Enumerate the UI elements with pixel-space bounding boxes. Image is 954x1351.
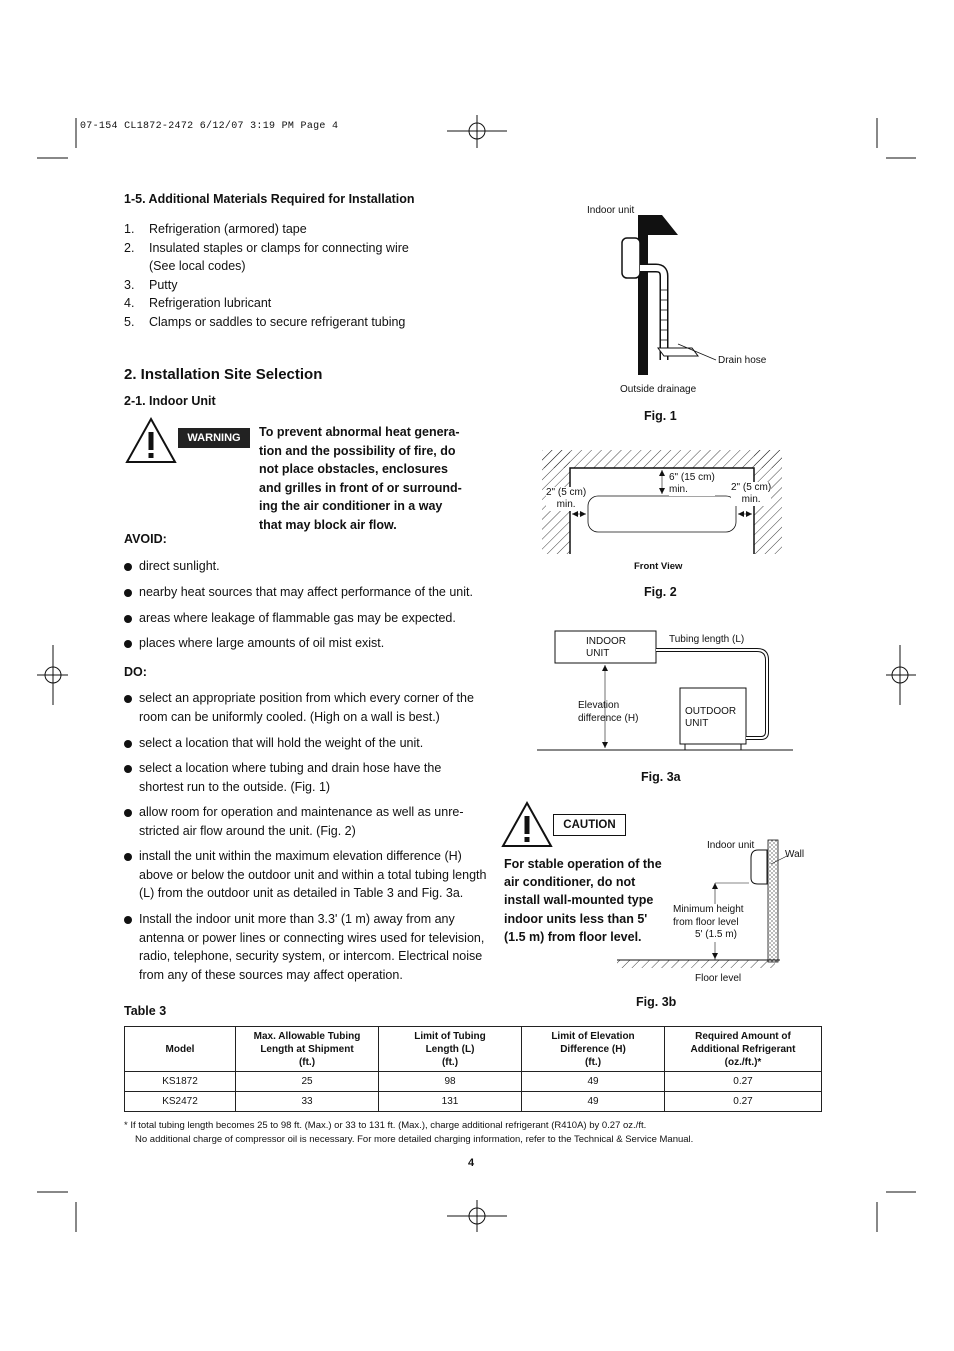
list-item: 4. Refrigeration lubricant: [124, 296, 272, 310]
table-header-cell: Required Amount of Additional Refrigerant (oz./ft.)*: [665, 1027, 822, 1072]
table-cell: 49: [522, 1072, 665, 1092]
table-header-cell: Limit of Elevation Difference (H) (ft.): [522, 1027, 665, 1072]
fig2-right-clearance: 2" (5 cm) min.: [731, 482, 772, 505]
list-item: select an appropriate position from which every corner of the room can be uniformly cooled. (High on a wall is best.): [124, 689, 479, 726]
list-item: nearby heat sources that may affect performance of the unit.: [124, 583, 494, 602]
fig1-drain-hose-label: Drain hose: [718, 355, 767, 366]
list-item: 5. Clamps or saddles to secure refrigerant tubing: [124, 314, 406, 329]
table-header-row: [125, 1027, 822, 1072]
fig3a-indoor-unit-label: INDOOR UNIT: [586, 636, 626, 659]
list-item: Install the indoor unit more than 3.3' (1 m) away from any antenna or power lines or connecting wires used for television, radio, telephone, security system, or intercom. Electrical noise from any of these sources may affect operation.: [124, 910, 486, 984]
table-header-cell: Model: [125, 1027, 236, 1072]
fig3a-caption: Fig. 3a: [641, 770, 681, 784]
warning-badge: WARNING: [178, 428, 250, 448]
table-cell: 0.27: [665, 1092, 822, 1112]
table3: [124, 1026, 822, 1112]
avoid-heading: AVOID:: [124, 532, 167, 546]
table-row: [125, 1072, 822, 1092]
fig1-diagram: [600, 200, 800, 400]
table-header-cell: Limit of Tubing Length (L) (ft.): [379, 1027, 522, 1072]
table-cell: 49: [522, 1092, 665, 1112]
table-cell: 0.27: [665, 1072, 822, 1092]
table-row: [125, 1092, 822, 1112]
fig1-outside-drainage-label: Outside drainage: [620, 384, 697, 395]
section-heading-1-5: 1-5. Additional Materials Required for Installation: [124, 192, 415, 206]
list-item: 2. Insulated staples or clamps for connecting wire: [124, 240, 409, 255]
fig1-indoor-unit-label: Indoor unit: [587, 205, 635, 216]
list-item: allow room for operation and maintenance as well as unre-stricted air flow around the unit. (Fig. 2): [124, 803, 484, 840]
list-item: select a location that will hold the weight of the unit.: [124, 734, 494, 753]
page-number: 4: [468, 1157, 475, 1169]
caution-text: For stable operation of the air conditioner, do not install wall-mounted type indoor units less than 5' (1.5 m) from floor level.: [504, 857, 662, 944]
fig3b-minimum-height-label: Minimum height from floor level 5' (1.5 m): [673, 904, 744, 940]
fig3a-diagram: [535, 628, 797, 754]
list-item: (See local codes): [149, 259, 246, 273]
fig3b-floor-level-label: Floor level: [695, 973, 742, 984]
caution-badge: CAUTION: [553, 814, 626, 836]
table3-footnote: * If total tubing length becomes 25 to 98 ft. (Max.) or 33 to 131 ft. (Max.), charge additional refrigerant (R410A) by 0.27 oz./ft. No additional charge of compressor oil is necessary. For more detailed charging information, refer to the Technical & Service Manual.: [124, 1120, 694, 1145]
fig3a-tubing-length-label: Tubing length (L): [669, 634, 745, 645]
fig2-front-view-label: Front View: [634, 561, 683, 572]
table-cell: KS1872: [125, 1072, 236, 1092]
do-heading: DO:: [124, 665, 147, 679]
list-item: places where large amounts of oil mist exist.: [124, 634, 494, 653]
fig2-top-clearance: 6" (15 cm) min.: [669, 472, 715, 495]
list-item: areas where leakage of flammable gas may be expected.: [124, 609, 494, 628]
table-header-cell: Max. Allowable Tubing Length at Shipment (ft.): [236, 1027, 379, 1072]
section-heading-2: 2. Installation Site Selection: [124, 366, 323, 383]
table-cell: 131: [379, 1092, 522, 1112]
caution-triangle-icon: [500, 800, 554, 850]
fig3b-indoor-unit-label: Indoor unit: [707, 840, 755, 851]
table-cell: 98: [379, 1072, 522, 1092]
table-cell: 33: [236, 1092, 379, 1112]
fig3a-outdoor-unit-label: OUTDOOR UNIT: [685, 706, 737, 729]
materials-list: [124, 220, 504, 331]
fig3b-wall-label: Wall: [785, 849, 805, 860]
list-item: 1. Refrigeration (armored) tape: [124, 222, 307, 236]
list-item: 3. Putty: [124, 277, 178, 292]
fig1-caption: Fig. 1: [644, 409, 677, 423]
warning-triangle-icon: [124, 416, 178, 466]
fig3b-caption: Fig. 3b: [636, 995, 677, 1009]
warning-text: To prevent abnormal heat genera- tion and the possibility of fire, do not place obstacles, enclosures and grilles in front of or surround- ing the air conditioner in a way that may block air flow.: [259, 425, 462, 532]
fig2-left-clearance: 2" (5 cm) min.: [546, 487, 587, 510]
fig2-caption: Fig. 2: [644, 585, 677, 599]
list-item: select a location where tubing and drain hose have the shortest run to the outside. (Fig. 1): [124, 759, 474, 796]
table3-title: Table 3: [124, 1004, 167, 1018]
list-item: install the unit within the maximum elevation difference (H) above or below the outdoor unit and within a total tubing length (L) from the outdoor unit as detailed in Table 3 and Fig. 3a.: [124, 847, 496, 903]
section-heading-2-1: 2-1. Indoor Unit: [124, 394, 216, 408]
table-cell: 25: [236, 1072, 379, 1092]
print-slug: 07-154 CL1872-2472 6/12/07 3:19 PM Page 4: [80, 121, 339, 132]
table-cell: KS2472: [125, 1092, 236, 1112]
list-item: direct sunlight.: [124, 557, 494, 576]
fig3a-elevation-label: Elevation difference (H): [578, 700, 639, 724]
